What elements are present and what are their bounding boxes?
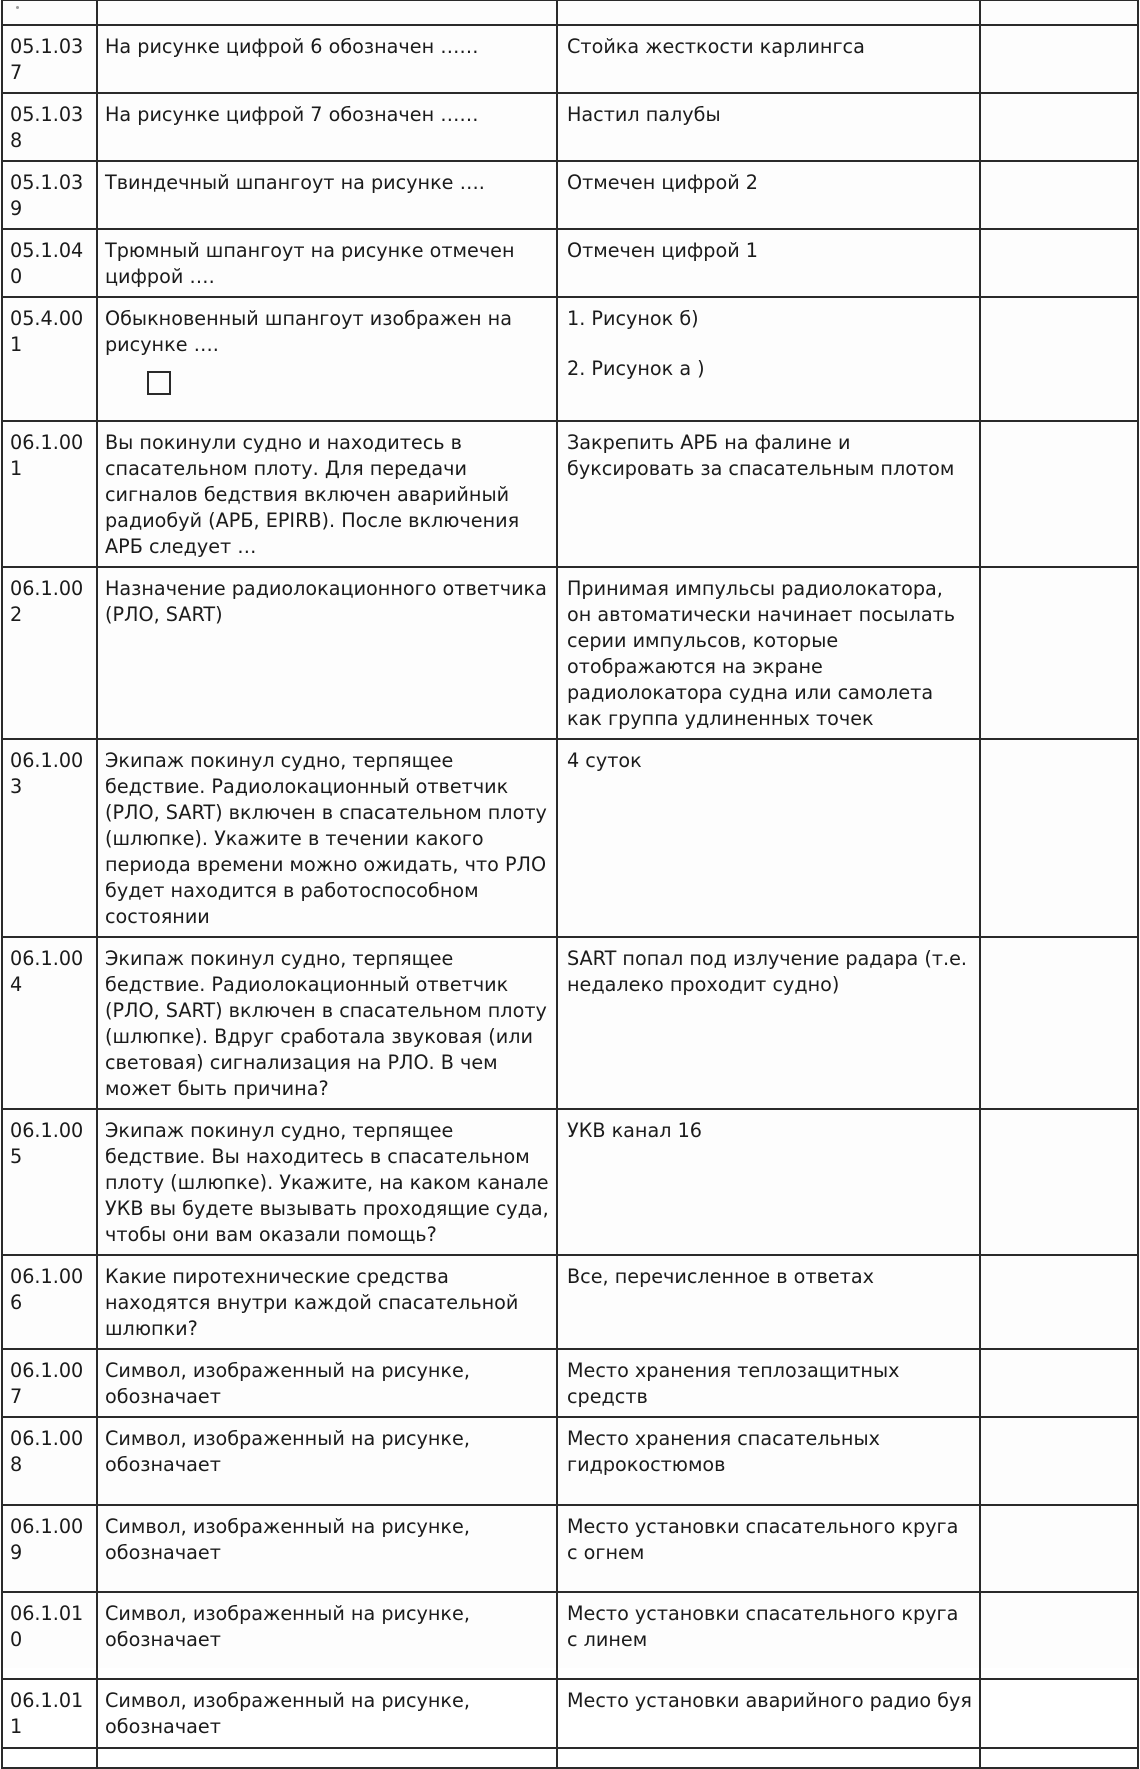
question-cell [97,421,557,567]
table-body [2,0,1138,1768]
table-row [2,161,1138,229]
question-text: Символ, изображенный на рисунке, обозначает [105,1689,470,1738]
question-cell [97,567,557,739]
question-cell [97,229,557,297]
answer-text: 4 суток [567,749,642,772]
answer-cell [557,1505,980,1592]
question-cell [97,739,557,937]
table-row [2,229,1138,297]
mark-cell [980,937,1138,1109]
table-row [2,1417,1138,1505]
question-code: 06.1.008 [2,1417,97,1505]
question-cell [97,1679,557,1748]
answer-text: Место установки аварийного радио буя [567,1689,972,1712]
question-cell [97,1505,557,1592]
question-code: 06.1.009 [2,1505,97,1592]
answer-cell [557,93,980,161]
question-code: 05.1.039 [2,161,97,229]
mark-cell [980,25,1138,93]
table-row [2,937,1138,1109]
mark-cell [980,1592,1138,1679]
question-cell [97,0,557,25]
question-cell [97,1417,557,1505]
question-code: 06.1.003 [2,739,97,937]
answer-cell [557,421,980,567]
question-text: Твиндечный шпангоут на рисунке …. [105,171,485,194]
answer-cell [557,25,980,93]
question-text: Символ, изображенный на рисунке, обозначает [105,1602,470,1651]
mark-cell [980,1748,1138,1768]
question-cell [97,1109,557,1255]
question-text: Вы покинули судно и находитесь в спасательном плоту. Для передачи сигналов бедствия включен аварийный радиобуй (АРБ, EPIRB). После включения АРБ следует … [105,431,520,558]
answer-cell [557,1417,980,1505]
question-code: 05.1.038 [2,93,97,161]
answer-cell [557,161,980,229]
table-row [2,1255,1138,1349]
question-text: Символ, изображенный на рисунке, обозначает [105,1427,470,1476]
table-row [2,25,1138,93]
table-row [2,93,1138,161]
question-text: На рисунке цифрой 7 обозначен …… [105,103,479,126]
answer-cell [557,1349,980,1417]
table-row [2,1349,1138,1417]
answer-cell [557,1255,980,1349]
table-row [2,739,1138,937]
table-row [2,1109,1138,1255]
mark-cell [980,161,1138,229]
question-code [2,1748,97,1768]
question-text: Какие пиротехнические средства находятся внутри каждой спасательной шлюпки? [105,1265,519,1340]
question-cell [97,25,557,93]
question-cell [97,93,557,161]
question-cell [97,161,557,229]
table-row [2,567,1138,739]
mark-cell [980,0,1138,25]
question-text: Экипаж покинул судно, терпящее бедствие. Радиолокационный ответчик (РЛО, SART) включен в спасательном плоту (шлюпке). Вдруг сработала звуковая (или световая) сигнализация на РЛО. В чем может быть причина? [105,947,547,1100]
mark-cell [980,739,1138,937]
question-text: Обыкновенный шпангоут изображен на рисунке …. [105,307,512,356]
mark-cell [980,93,1138,161]
answer-cell [557,937,980,1109]
mark-cell [980,567,1138,739]
question-answer-table [1,0,1139,1769]
answer-text: 1. Рисунок б) [567,307,699,330]
table-row [2,0,1138,25]
mark-cell [980,1505,1138,1592]
answer-cell [557,739,980,937]
question-cell [97,1349,557,1417]
mark-cell [980,1109,1138,1255]
question-code: 05.4.001 [2,297,97,421]
question-cell [97,1748,557,1768]
question-code: 06.1.011 [2,1679,97,1748]
question-code: 05.1.037 [2,25,97,93]
answer-cell [557,567,980,739]
question-code [2,0,97,25]
question-cell [97,1592,557,1679]
answer-cell [557,1109,980,1255]
table-row [2,421,1138,567]
answer-text: Место хранения теплозащитных средств [567,1359,900,1408]
question-text: Экипаж покинул судно, терпящее бедствие. Вы находитесь в спасательном плоту (шлюпке). Укажите, на каком канале УКВ вы будете вызывать проходящие суда, чтобы они вам оказали помощь? [105,1119,549,1246]
answer-text: Место установки спасательного круга с линем [567,1602,959,1651]
question-code: 06.1.004 [2,937,97,1109]
question-text: Символ, изображенный на рисунке, обозначает [105,1359,470,1408]
answer-checkbox[interactable] [147,371,171,395]
question-code: 06.1.005 [2,1109,97,1255]
answer-text: Настил палубы [567,103,721,126]
mark-cell [980,229,1138,297]
mark-cell [980,1679,1138,1748]
table-row [2,1748,1138,1768]
question-text: На рисунке цифрой 6 обозначен …… [105,35,479,58]
answer-cell [557,1592,980,1679]
question-text: Экипаж покинул судно, терпящее бедствие. Радиолокационный ответчик (РЛО, SART) включен в спасательном плоту (шлюпке). Укажите в течении какого периода времени можно ожидать, что РЛО будет находится в работоспособном состоянии [105,749,547,928]
answer-text: 2. Рисунок а ) [567,357,705,380]
answer-text: Отмечен цифрой 1 [567,239,758,262]
table-row [2,1592,1138,1679]
answer-cell [557,1679,980,1748]
question-text: Назначение радиолокационного ответчика (РЛО, SART) [105,577,547,626]
question-code: 06.1.002 [2,567,97,739]
answer-text: Стойка жесткости карлингса [567,35,865,58]
question-text: Трюмный шпангоут на рисунке отмечен цифрой …. [105,239,515,288]
answer-text: Принимая импульсы радиолокатора, он автоматически начинает посылать серии импульсов, которые отображаются на экране радиолокатора судна или самолета как группа удлиненных точек [567,577,956,730]
question-cell [97,1255,557,1349]
mark-cell [980,1255,1138,1349]
table-row [2,297,1138,421]
answer-text: УКВ канал 16 [567,1119,703,1142]
answer-cell [557,297,980,421]
question-code: 05.1.040 [2,229,97,297]
mark-cell [980,421,1138,567]
table-row [2,1679,1138,1748]
table-row [2,1505,1138,1592]
answer-text: Все, перечисленное в ответах [567,1265,874,1288]
question-text: Символ, изображенный на рисунке, обозначает [105,1515,470,1564]
answer-text: Место установки спасательного круга с огнем [567,1515,959,1564]
mark-cell [980,297,1138,421]
mark-cell [980,1349,1138,1417]
answer-text: Отмечен цифрой 2 [567,171,758,194]
question-code: 06.1.010 [2,1592,97,1679]
answer-text: Закрепить АРБ на фалине и буксировать за спасательным плотом [567,431,955,480]
answer-text: Место хранения спасательных гидрокостюмов [567,1427,880,1476]
answer-cell [557,0,980,25]
question-cell [97,297,557,421]
answer-cell [557,229,980,297]
question-code: 06.1.006 [2,1255,97,1349]
answer-text: SART попал под излучение радара (т.е. недалеко проходит судно) [567,947,968,996]
answer-cell [557,1748,980,1768]
question-code: 06.1.007 [2,1349,97,1417]
question-cell [97,937,557,1109]
question-code: 06.1.001 [2,421,97,567]
mark-cell [980,1417,1138,1505]
